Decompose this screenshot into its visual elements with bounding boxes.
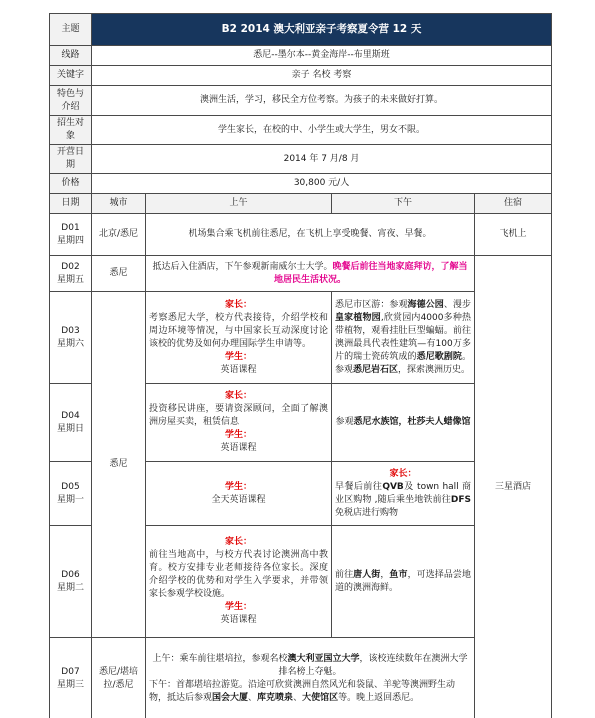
attraction-name: DFS [450, 494, 471, 505]
itinerary-table [49, 13, 552, 718]
day-number: D06 [61, 569, 80, 580]
attraction-name: 大使馆区 [302, 692, 339, 703]
pm-line [149, 679, 471, 705]
pm-text: 、 [293, 692, 303, 703]
day-row-d02 [50, 256, 552, 292]
parent-label: 家长： [224, 391, 252, 401]
day-weekday: 星期二 [56, 582, 84, 593]
date-row [50, 145, 552, 174]
day-cell [50, 292, 92, 384]
pm-cell [332, 526, 475, 638]
route-label: 线路 [50, 46, 92, 66]
attraction-name: 海德公园 [407, 299, 444, 310]
attraction-name: QVB [382, 481, 404, 492]
pm-text: ，探索澳洲历史。 [398, 364, 471, 375]
school-name: 澳大利亚国立大学 [287, 653, 360, 664]
attraction-name: 悉尼水族馆，杜莎夫人蜡像馆 [353, 417, 471, 427]
col-am: 上午 [146, 194, 332, 214]
day-content [146, 638, 475, 718]
page-title: B2 2014 澳大利亚亲子考察夏令营 12 天 [92, 14, 552, 46]
route-value: 悉尼--墨尔本--黄金海岸--布里斯班 [92, 46, 552, 66]
col-pm: 下午 [332, 194, 475, 214]
col-stay: 住宿 [475, 194, 552, 214]
features-value: 澳洲生活，学习，移民全方位考察。为孩子的未来做好打算。 [92, 86, 552, 116]
day-number: D07 [61, 666, 80, 677]
student-label: 学生： [224, 602, 252, 612]
day-number: D03 [61, 325, 80, 336]
student-label: 学生： [224, 351, 252, 362]
day-number: D01 [61, 222, 80, 233]
city-cell: 悉尼 [92, 256, 146, 292]
pm-text: 、 [248, 692, 258, 703]
day-content [146, 256, 475, 292]
attraction-name: 悉尼岩石区 [353, 364, 399, 375]
date-label: 开营日期 [50, 145, 92, 174]
am-cell [146, 462, 332, 526]
pm-text: 参观 [335, 417, 354, 427]
target-label: 招生对象 [50, 116, 92, 145]
activity-text: 抵达后入住酒店，下午参观新南威尔士大学。 [152, 261, 333, 272]
city-cell: 悉尼 [92, 292, 146, 638]
target-row [50, 116, 552, 145]
day-cell [50, 526, 92, 638]
day-number: D04 [61, 410, 80, 421]
highlight-text: 晚餐后前往当地家庭拜访，了解当地居民生活状况。 [273, 261, 468, 285]
student-label: 学生： [224, 481, 252, 492]
pm-text: 、漫步 [443, 299, 471, 310]
hotel-cell: 三星酒店 [475, 256, 552, 718]
student-activity: 英语课程 [220, 615, 257, 625]
pm-text: 早餐后前往 [335, 481, 383, 492]
pm-text: 等。晚上返回悉尼。 [338, 692, 420, 703]
col-city: 城市 [92, 194, 146, 214]
pm-text: ， [380, 569, 390, 580]
attraction-name: 鱼市 [389, 569, 408, 580]
pm-cell [332, 462, 475, 526]
day-weekday: 星期三 [56, 679, 84, 690]
pm-text: 悉尼市区游：参观 [335, 299, 408, 310]
city-cell: 悉尼/堪培拉/悉尼 [92, 638, 146, 718]
keywords-row [50, 66, 552, 86]
pm-text: 下午：首都堪培拉游览。沿途可欣赏澳洲自然风光和袋鼠、羊驼等澳洲野生动物，抵达后参观 [149, 679, 456, 703]
date-value: 2014 年 7 月/8 月 [92, 145, 552, 174]
header-row [50, 14, 552, 46]
am-cell [146, 384, 332, 462]
column-header-row [50, 194, 552, 214]
day-weekday: 星期一 [56, 494, 84, 505]
pm-text: 及 town hall 商业区购物 ,随后乘坐地铁前往 [335, 481, 471, 505]
attraction-name: 唐人街 [353, 569, 381, 580]
day-cell [50, 384, 92, 462]
keywords-value: 亲子 名校 考察 [92, 66, 552, 86]
day-weekday: 星期六 [56, 338, 84, 349]
pm-text: ，可选择品尝地道的澳洲海鲜。 [335, 569, 471, 593]
city-cell: 北京/悉尼 [92, 214, 146, 256]
attraction-name: 皇家植物园 [335, 312, 381, 323]
price-label: 价格 [50, 174, 92, 194]
target-value: 学生家长，在校的中、小学生或大学生，男女不限。 [92, 116, 552, 145]
price-row [50, 174, 552, 194]
pm-cell [332, 292, 475, 384]
am-line [149, 653, 471, 679]
day-row-d01 [50, 214, 552, 256]
parent-label: 家长： [224, 299, 252, 310]
day-cell [50, 214, 92, 256]
attraction-name: 库克喷泉 [257, 692, 294, 703]
price-value: 30,800 元/人 [92, 174, 552, 194]
parent-label: 家长： [389, 468, 417, 479]
student-activity: 英语课程 [220, 364, 257, 375]
keywords-label: 关键字 [50, 66, 92, 86]
pm-text: 前往 [335, 569, 354, 580]
parent-activity: 投资移民讲座，要请资深顾问，全面了解澳洲房屋买卖，租赁信息 [149, 404, 328, 427]
day-number: D05 [61, 481, 80, 492]
student-activity: 英语课程 [220, 443, 257, 453]
am-text: 上午：乘车前往堪培拉，参观名校 [152, 653, 288, 664]
pm-text: 。参观 [335, 351, 471, 375]
features-row [50, 86, 552, 116]
col-date: 日期 [50, 194, 92, 214]
parent-activity: 前往当地高中，与校方代表讨论澳洲高中教育。校方安排专业老师接待各位家长。深度介绍学校的优势和对学生入学要求，并带领家长参观学校设施。 [149, 550, 328, 599]
student-activity: 全天英语课程 [211, 494, 266, 505]
stay-cell: 飞机上 [475, 214, 552, 256]
pm-text: 免税店进行购物 [335, 507, 399, 518]
day-weekday: 星期日 [56, 423, 84, 434]
day-weekday: 星期四 [56, 235, 84, 246]
day-weekday: 星期五 [56, 274, 84, 285]
route-row [50, 46, 552, 66]
attraction-name: 悉尼歌剧院 [416, 351, 462, 362]
pm-cell [332, 384, 475, 462]
day-cell [50, 462, 92, 526]
day-number: D02 [61, 261, 80, 272]
day-content: 机场集合乘飞机前往悉尼，在飞机上享受晚餐、宵夜、早餐。 [146, 214, 475, 256]
parent-activity: 考察悉尼大学，校方代表接待，介绍学校和周边环境等情况，与中国家长互动深度讨论该校的优势及如何办理国际学生申请等。 [149, 312, 328, 349]
attraction-name: 国会大厦 [212, 692, 249, 703]
day-cell [50, 256, 92, 292]
parent-label: 家长： [224, 537, 252, 547]
pm-text: ,欣赏园内4000多种热带植物，观看挂肚巨型蝙蝠。前往澳洲最具代表性建筑—有100万多片的瑞士瓷砖筑成的 [335, 312, 471, 362]
day-cell [50, 638, 92, 718]
am-cell [146, 292, 332, 384]
header-label: 主题 [50, 14, 92, 46]
am-text: ，该校连续数年在澳洲大学排名榜上夺魁。 [278, 653, 468, 677]
student-label: 学生： [224, 430, 252, 440]
am-cell [146, 526, 332, 638]
features-label: 特色与介绍 [50, 86, 92, 116]
